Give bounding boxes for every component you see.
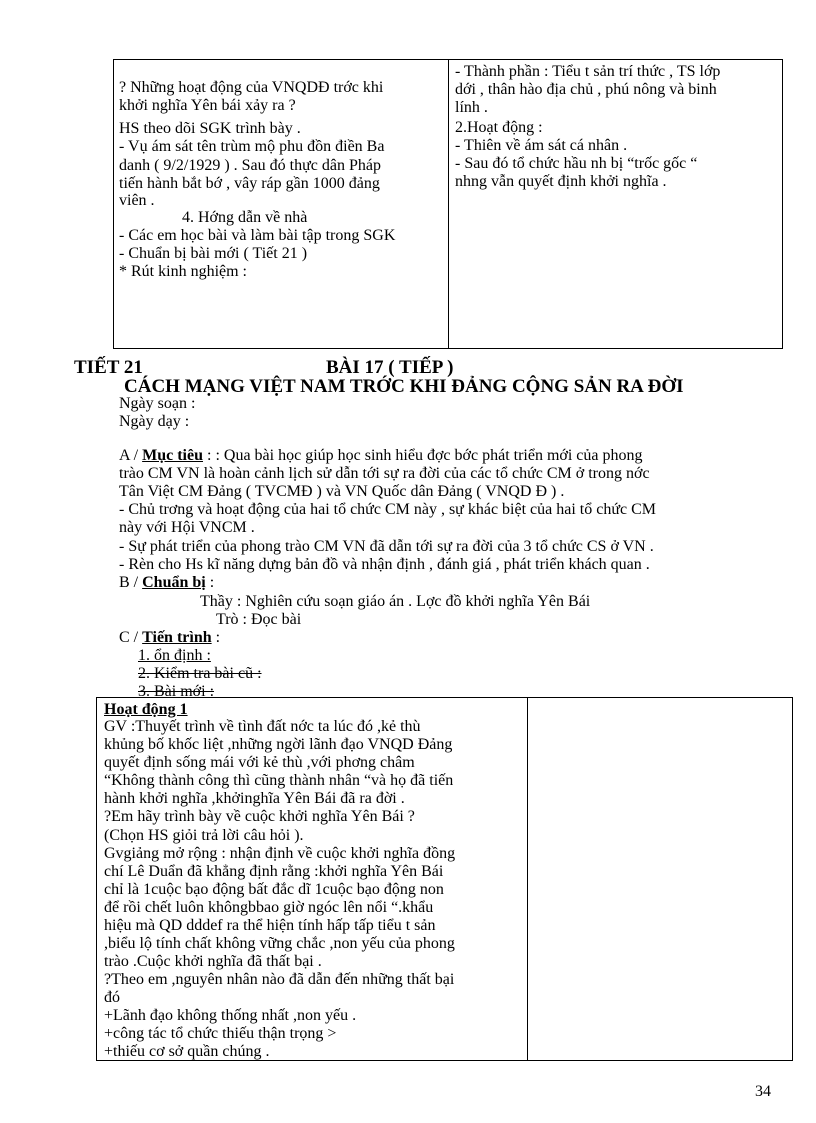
text-line: nhng vẫn quyết định khởi nghĩa . <box>455 173 667 190</box>
text-line: * Rút kinh nghiệm : <box>119 263 247 280</box>
section-a-first-line <box>119 447 643 465</box>
page-number: 34 <box>755 1083 771 1100</box>
text-line: khởi nghĩa Yên bái xảy ra ? <box>119 97 296 114</box>
text-line: để rồi chết luôn khôngbbao giờ ngóc lên nổi “.khẩu <box>104 899 434 916</box>
text-line: - Vụ ám sát tên trùm mộ phu đồn điền Ba <box>119 138 385 155</box>
section-a-text: : : Qua bài học giúp học sinh hiểu đợc bớc phát triển mới của phong <box>203 447 643 464</box>
text-line: đó <box>104 989 120 1006</box>
step-item: 3. Bài mới : <box>138 683 215 700</box>
section-b-label: Chuẩn bị <box>142 574 206 591</box>
text-line: +Lãnh đạo không thống nhất ,non yếu . <box>104 1007 357 1024</box>
text-line: HS theo dõi SGK trình bày . <box>119 120 301 137</box>
text-line: +công tác tổ chức thiếu thận trọng > <box>104 1025 337 1042</box>
section-c-prefix: C / <box>119 629 143 646</box>
table-top-divider <box>448 59 449 349</box>
homework-heading: 4. Hớng dẫn về nhà <box>182 209 308 226</box>
text-line: khủng bố khốc liệt ,những ngời lãnh đạo VNQD Đảng <box>104 736 453 753</box>
text-line: ? Những hoạt động của VNQDĐ trớc khi <box>119 79 384 96</box>
date-taught: Ngày dạy : <box>119 413 190 430</box>
date-prepared: Ngày soạn : <box>119 395 196 412</box>
text-line: - Các em học bài và làm bài tập trong SGK <box>119 227 396 244</box>
text-line: (Chọn HS giỏi trả lời câu hỏi ). <box>104 827 304 844</box>
step-item: 2. Kiểm tra bài cũ : <box>138 665 262 682</box>
text-line: quyết định sống mái với kẻ thù ,với phơng châm <box>104 754 415 771</box>
text-line: Tân Việt CM Đảng ( TVCMĐ ) và VN Quốc dân Đảng ( VNQD Đ ) . <box>119 483 565 500</box>
text-line: GV :Thuyết trình về tình đất nớc ta lúc đó ,kẻ thù <box>104 718 421 735</box>
section-a-label: Mục tiêu <box>142 447 203 464</box>
text-line: - Chuẩn bị bài mới ( Tiết 21 ) <box>119 245 308 262</box>
text-line: viên . <box>119 192 155 209</box>
text-line: danh ( 9/2/1929 ) . Sau đó thực dân Pháp <box>119 157 381 174</box>
text-line: này với Hội VNCM . <box>119 519 255 536</box>
text-line: trào CM VN là hoàn cảnh lịch sử dẫn tới sự ra đời của các tổ chức CM ở trong nớc <box>119 465 650 482</box>
section-a-prefix: A / <box>119 447 143 464</box>
text-line: Gvgiảng mở rộng : nhận định về cuộc khởi nghĩa đồng <box>104 845 456 862</box>
text-line: - Sau đó tổ chức hầu nh bị “trốc gốc “ <box>455 155 698 172</box>
step-item: 1. ổn định : <box>138 647 211 664</box>
text-line: ,biểu lộ tính chất không vững chắc ,non yếu của phong <box>104 935 455 952</box>
text-line: hiệu mà QD dddef ra thể hiện tính hấp tấp tiểu t sản <box>104 917 436 934</box>
activity-heading: Hoạt động 1 <box>104 701 188 718</box>
section-b-prefix: B / <box>119 574 143 591</box>
table-activity-divider <box>527 697 528 1061</box>
text-line: hành khởi nghĩa ,khởinghĩa Yên Bái đã ra đời . <box>104 790 405 807</box>
section-b-line <box>119 574 214 592</box>
text-line: 2.Hoạt động : <box>455 119 543 136</box>
section-c-line <box>119 629 220 647</box>
text-line: chí Lê Duẩn đã khẳng định rằng :khởi nghĩa Yên Bái <box>104 863 444 880</box>
text-line: - Chủ trơng và hoạt động của hai tổ chức CM này , sự khác biệt của hai tổ chức CM <box>119 501 657 518</box>
text-line: tiến hành bắt bớ , vây ráp gần 1000 đảng <box>119 175 380 192</box>
teacher-prep: Thầy : Nghiên cứu soạn giáo án . Lợc đồ khởi nghĩa Yên Bái <box>200 593 591 610</box>
student-prep: Trò : Đọc bài <box>216 611 302 628</box>
text-line: ?Em hãy trình bày về cuộc khởi nghĩa Yên Bái ? <box>104 808 415 825</box>
lesson-number: TIẾT 21 <box>74 357 143 378</box>
section-b-suffix: : <box>205 574 215 591</box>
lesson-part: BÀI 17 ( TIẾP ) <box>326 357 454 378</box>
text-line: - Thiên về ám sát cá nhân . <box>455 137 628 154</box>
section-c-suffix: : <box>211 629 221 646</box>
lesson-title: CÁCH MẠNG VIỆT NAM TRỚC KHI ĐẢNG CỘNG SẢN RA ĐỜI <box>124 376 684 397</box>
text-line: +thiếu cơ sở quần chúng . <box>104 1043 270 1060</box>
section-c-label: Tiến trình <box>142 629 212 646</box>
text-line: ?Theo em ,nguyên nhân nào đã dẫn đến những thất bại <box>104 971 455 988</box>
text-line: dới , thân hào địa chủ , phú nông và binh <box>455 81 717 98</box>
text-line: “Không thành công thì cũng thành nhân “và họ đã tiến <box>104 772 454 789</box>
text-line: - Thành phần : Tiểu t sản trí thức , TS lớp <box>455 63 721 80</box>
text-line: - Rèn cho Hs kĩ năng dựng bản đồ và nhận định , đánh giá , phát triển khách quan . <box>119 556 650 573</box>
text-line: trào .Cuộc khởi nghĩa đã thất bại . <box>104 953 322 970</box>
text-line: chỉ là 1cuộc bạo động bất đắc dĩ 1cuộc bạo động non <box>104 881 444 898</box>
text-line: - Sự phát triển của phong trào CM VN đã dẫn tới sự ra đời của 3 tổ chức CS ở VN . <box>119 538 654 555</box>
text-line: lính . <box>455 99 488 116</box>
